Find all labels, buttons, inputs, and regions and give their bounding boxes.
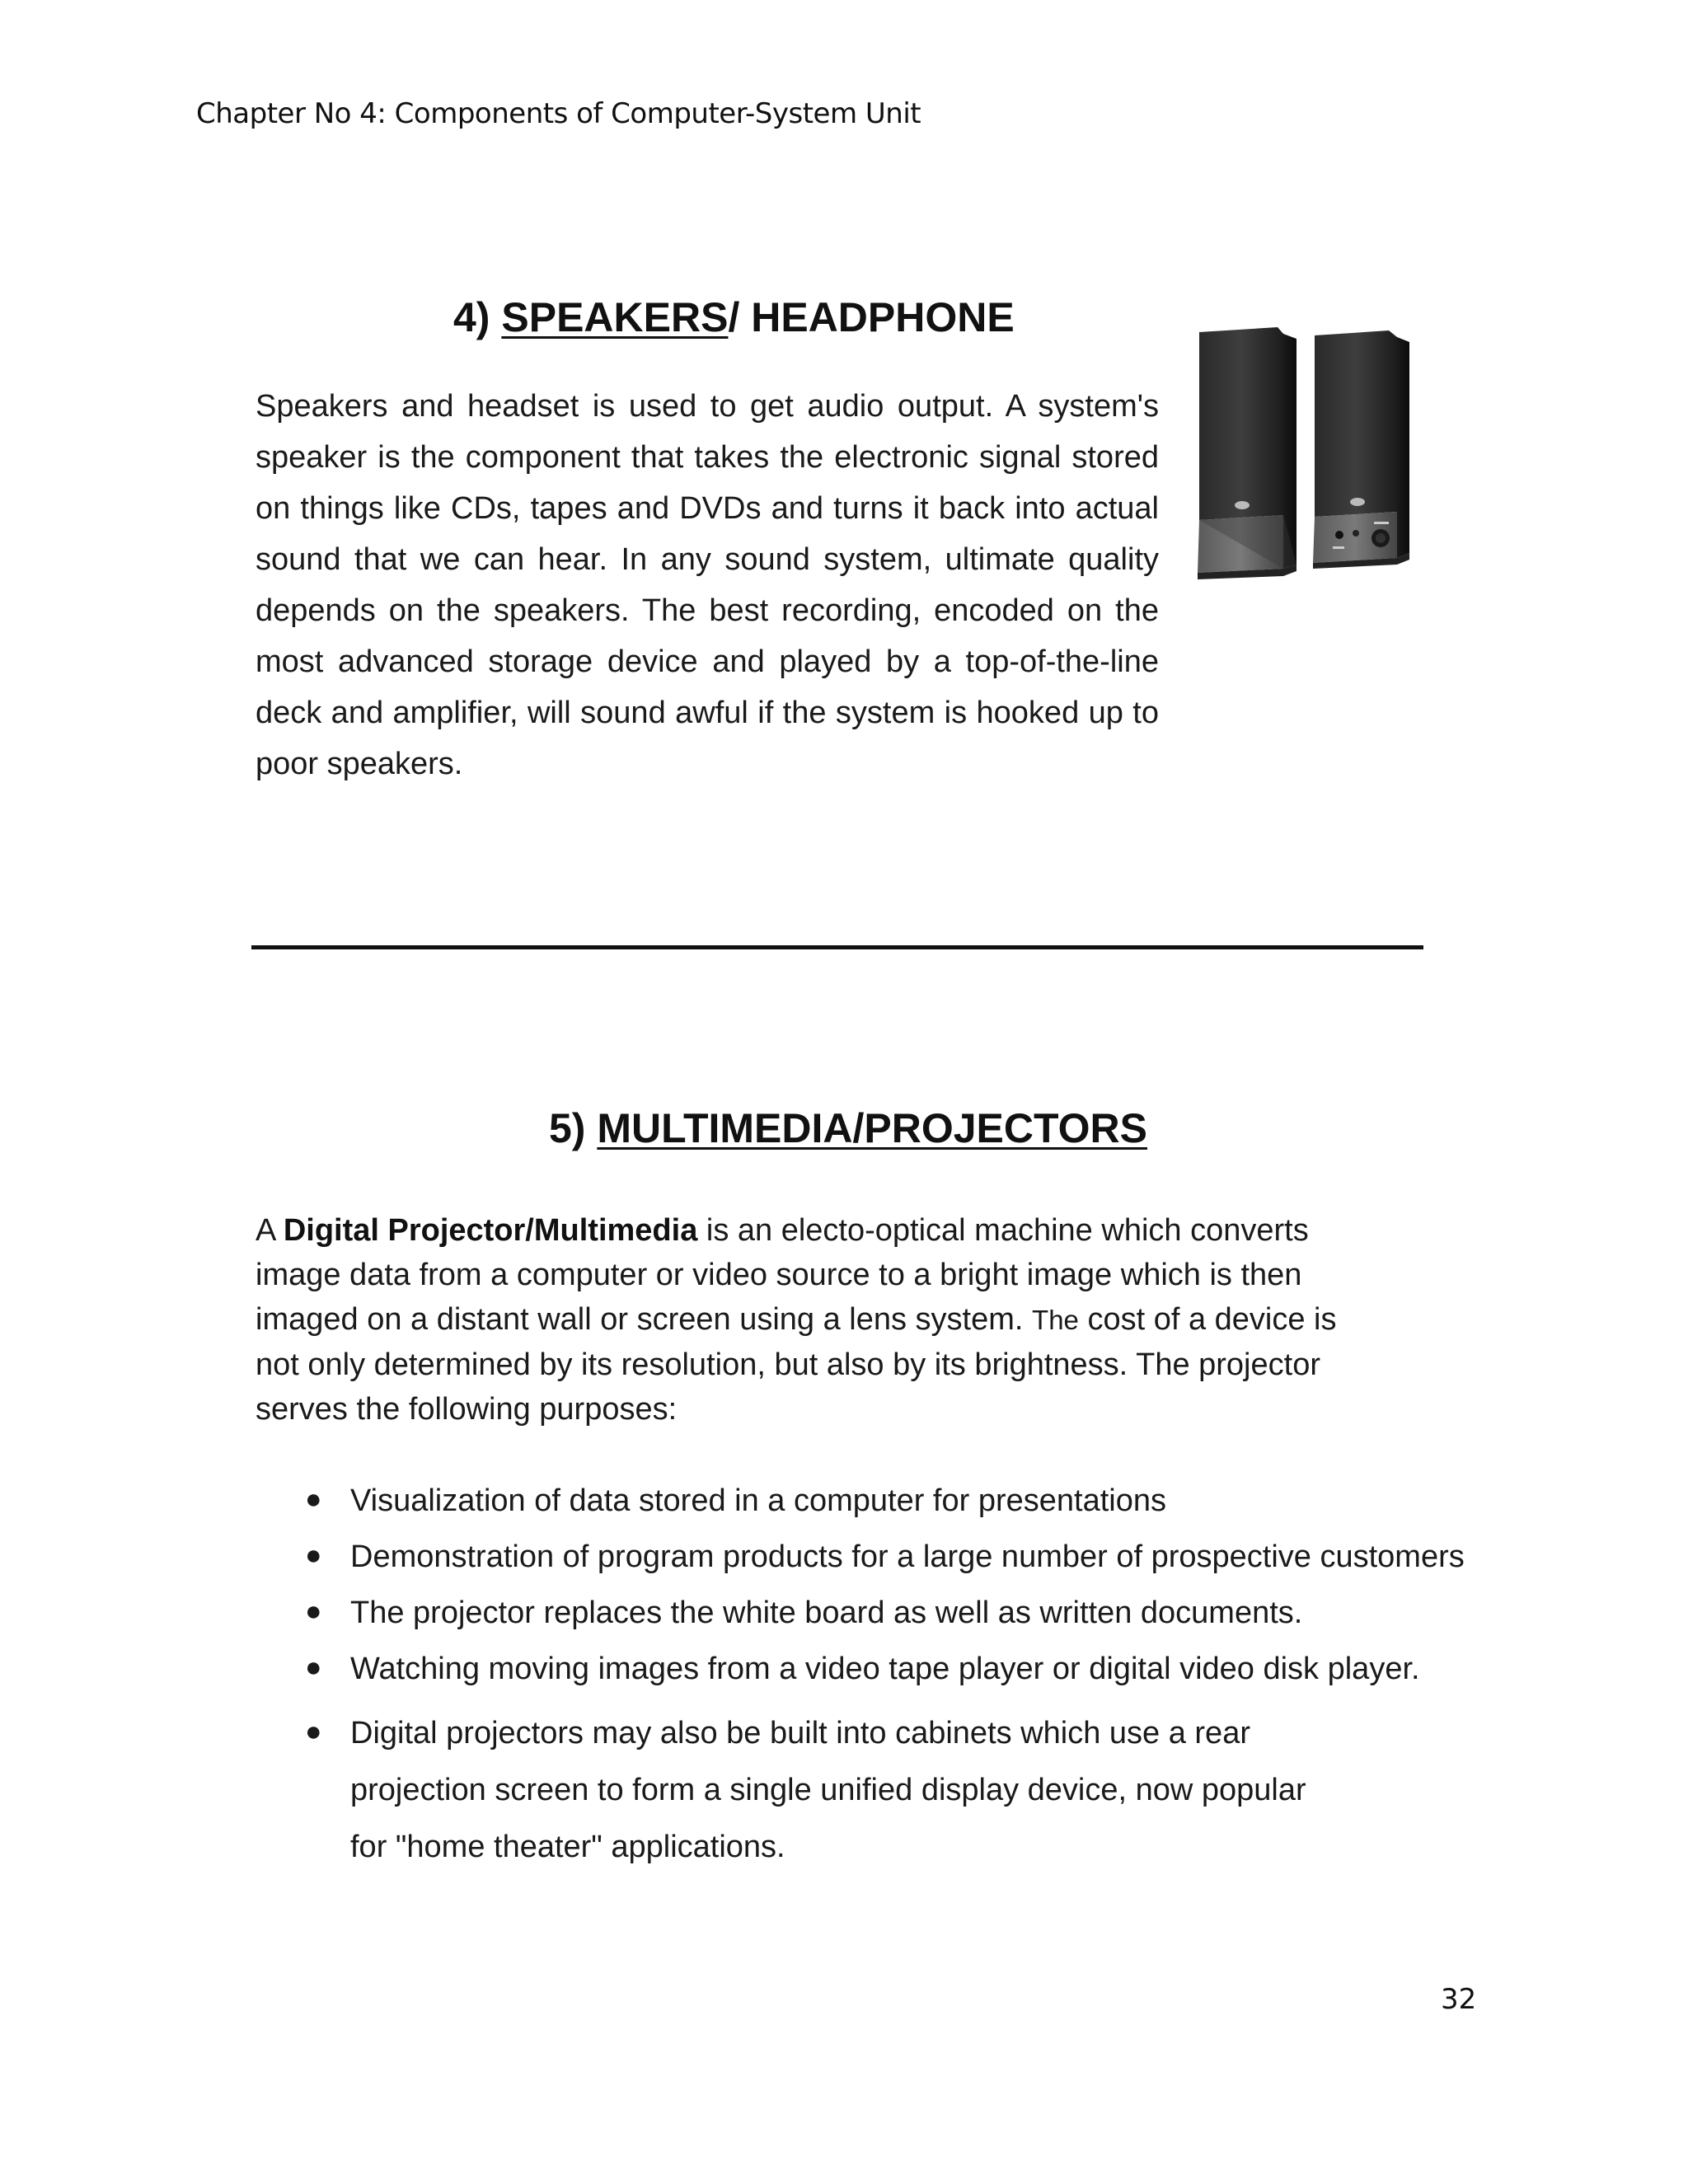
list-item xyxy=(305,1540,1591,1596)
section-4-heading xyxy=(453,293,1015,341)
bullet-icon: ● xyxy=(305,1540,322,1571)
para-line xyxy=(256,1208,1426,1253)
section-4-paragraph: Speakers and headset is used to get audio output. A system's speaker is the component that takes the electronic signal stored on things like CDs, tapes and DVDs and turns it back into actual sound that we can hear. In any sound system, ultimate quality depends on the speakers. The best recording, encoded on the most advanced storage device and played by a top-of-the-line deck and amplifier, will sound awful if the system is hooked up to poor speakers. xyxy=(256,389,1159,781)
bullet-icon: ● xyxy=(305,1483,322,1515)
list-item-text: for "home theater" applications. xyxy=(350,1830,785,1864)
list-item-text: projection screen to form a single unified display device, now popular xyxy=(350,1773,1306,1807)
list-item xyxy=(305,1596,1591,1652)
section-5-heading xyxy=(549,1104,1147,1152)
section-divider xyxy=(251,945,1423,949)
list-item-text: Watching moving images from a video tape player or digital video disk player. xyxy=(350,1652,1420,1686)
section-5-number: 5) xyxy=(549,1105,586,1151)
para-line: image data from a computer or video source to a bright image which is then xyxy=(256,1258,1302,1292)
section-5-paragraph xyxy=(256,1208,1426,1432)
para-text: imaged on a distant wall or screen using a lens system. xyxy=(256,1302,1033,1337)
section-5-title-underlined: MULTIMEDIA/PROJECTORS xyxy=(597,1105,1148,1151)
page-number: 32 xyxy=(1441,1983,1477,2016)
list-item-text: Digital projectors may also be built into cabinets which use a rear xyxy=(350,1716,1250,1750)
speakers-image xyxy=(1191,317,1430,614)
para-line: not only determined by its resolution, but also by its brightness. The projector xyxy=(256,1347,1320,1382)
para-text: A xyxy=(256,1213,284,1248)
para-line xyxy=(256,1297,1426,1343)
list-item-text: Demonstration of program products for a large number of prospective customers xyxy=(350,1540,1465,1574)
para-text: is an electo-optical machine which converts xyxy=(697,1213,1309,1248)
list-item-text: The projector replaces the white board as well as written documents. xyxy=(350,1596,1303,1630)
para-bold-term: Digital Projector/Multimedia xyxy=(283,1213,698,1248)
list-item xyxy=(305,1483,1591,1540)
list-item xyxy=(305,1716,1591,1886)
section-4-title-underlined: SPEAKERS xyxy=(501,294,729,340)
para-text: cost of a device is xyxy=(1078,1302,1337,1337)
bullet-icon: ● xyxy=(305,1596,322,1627)
list-item-text: Visualization of data stored in a computer for presentations xyxy=(350,1483,1166,1518)
purpose-list xyxy=(305,1483,1591,1886)
section-4-number: 4) xyxy=(453,294,490,340)
bullet-icon: ● xyxy=(305,1652,322,1683)
bullet-icon: ● xyxy=(305,1716,322,1747)
para-line: serves the following purposes: xyxy=(256,1392,678,1427)
section-4-title-rest: / HEADPHONE xyxy=(728,294,1015,340)
list-item xyxy=(305,1652,1591,1716)
para-text: The xyxy=(1032,1305,1079,1335)
running-header: Chapter No 4: Components of Computer-System Unit xyxy=(196,97,921,130)
